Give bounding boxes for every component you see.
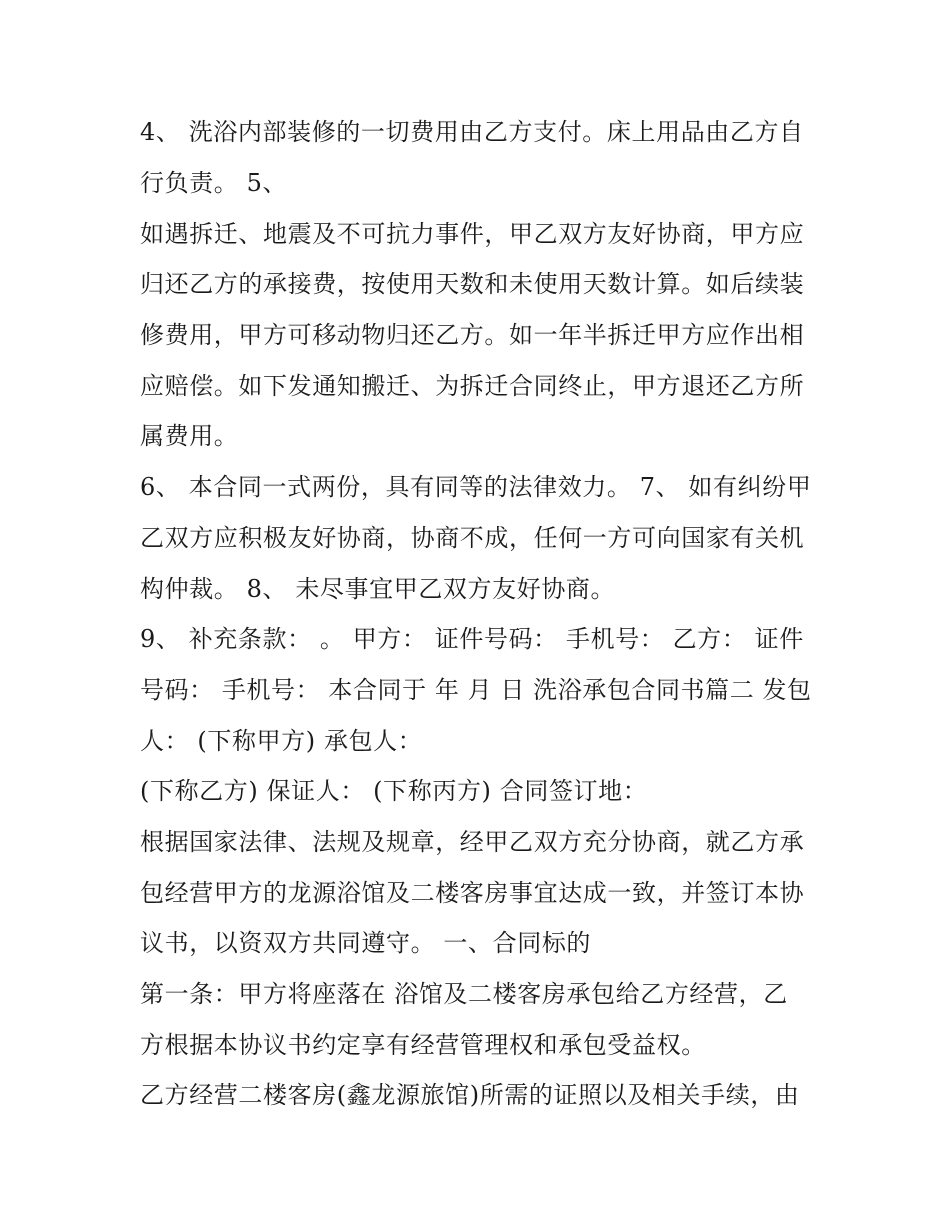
- text-line: 6、 本合同一式两份，具有同等的法律效力。 7、 如有纠纷甲: [140, 473, 812, 501]
- text-line: (下称乙方) 保证人： (下称丙方) 合同签订地：: [140, 777, 648, 805]
- text-line: 包经营甲方的龙源浴馆及二楼客房事宜达成一致，并签订本协: [140, 879, 805, 907]
- text-line: 修费用，甲方可移动物归还乙方。如一年半拆迁甲方应作出相: [140, 321, 805, 349]
- text-line: 乙方经营二楼客房(鑫龙源旅馆)所需的证照以及相关手续，由: [140, 1081, 800, 1109]
- text-line: 归还乙方的承接费，按使用天数和未使用天数计算。如后续装: [140, 270, 805, 298]
- text-line: 构仲裁。 8、 未尽事宜甲乙双方友好协商。: [140, 575, 616, 603]
- text-line: 4、 洗浴内部装修的一切费用由乙方支付。床上用品由乙方自: [140, 118, 804, 146]
- text-line: 议书，以资双方共同遵守。 一、合同标的: [140, 929, 592, 957]
- text-line: 方根据本协议书约定享有经营管理权和承包受益权。: [140, 1031, 706, 1059]
- text-line: 9、 补充条款： 。 甲方： 证件号码： 手机号： 乙方： 证件: [140, 625, 804, 653]
- text-line: 根据国家法律、法规及规章，经甲乙双方充分协商，就乙方承: [140, 828, 805, 856]
- text-line: 应赔偿。如下发通知搬迁、为拆迁合同终止，甲方退还乙方所: [140, 372, 805, 400]
- text-line: 号码： 手机号： 本合同于 年 月 日 洗浴承包合同书篇二 发包: [140, 676, 812, 704]
- text-line: 行负责。 5、: [140, 169, 288, 197]
- text-line: 乙双方应积极友好协商，协商不成，任何一方可向国家有关机: [140, 524, 805, 552]
- text-line: 属费用。: [140, 422, 239, 450]
- text-line: 第一条：甲方将座落在 浴馆及二楼客房承包给乙方经营，乙: [140, 980, 788, 1008]
- text-line: 人： (下称甲方) 承包人：: [140, 727, 423, 755]
- text-line: 如遇拆迁、地震及不可抗力事件，甲乙双方友好协商，甲方应: [140, 220, 805, 248]
